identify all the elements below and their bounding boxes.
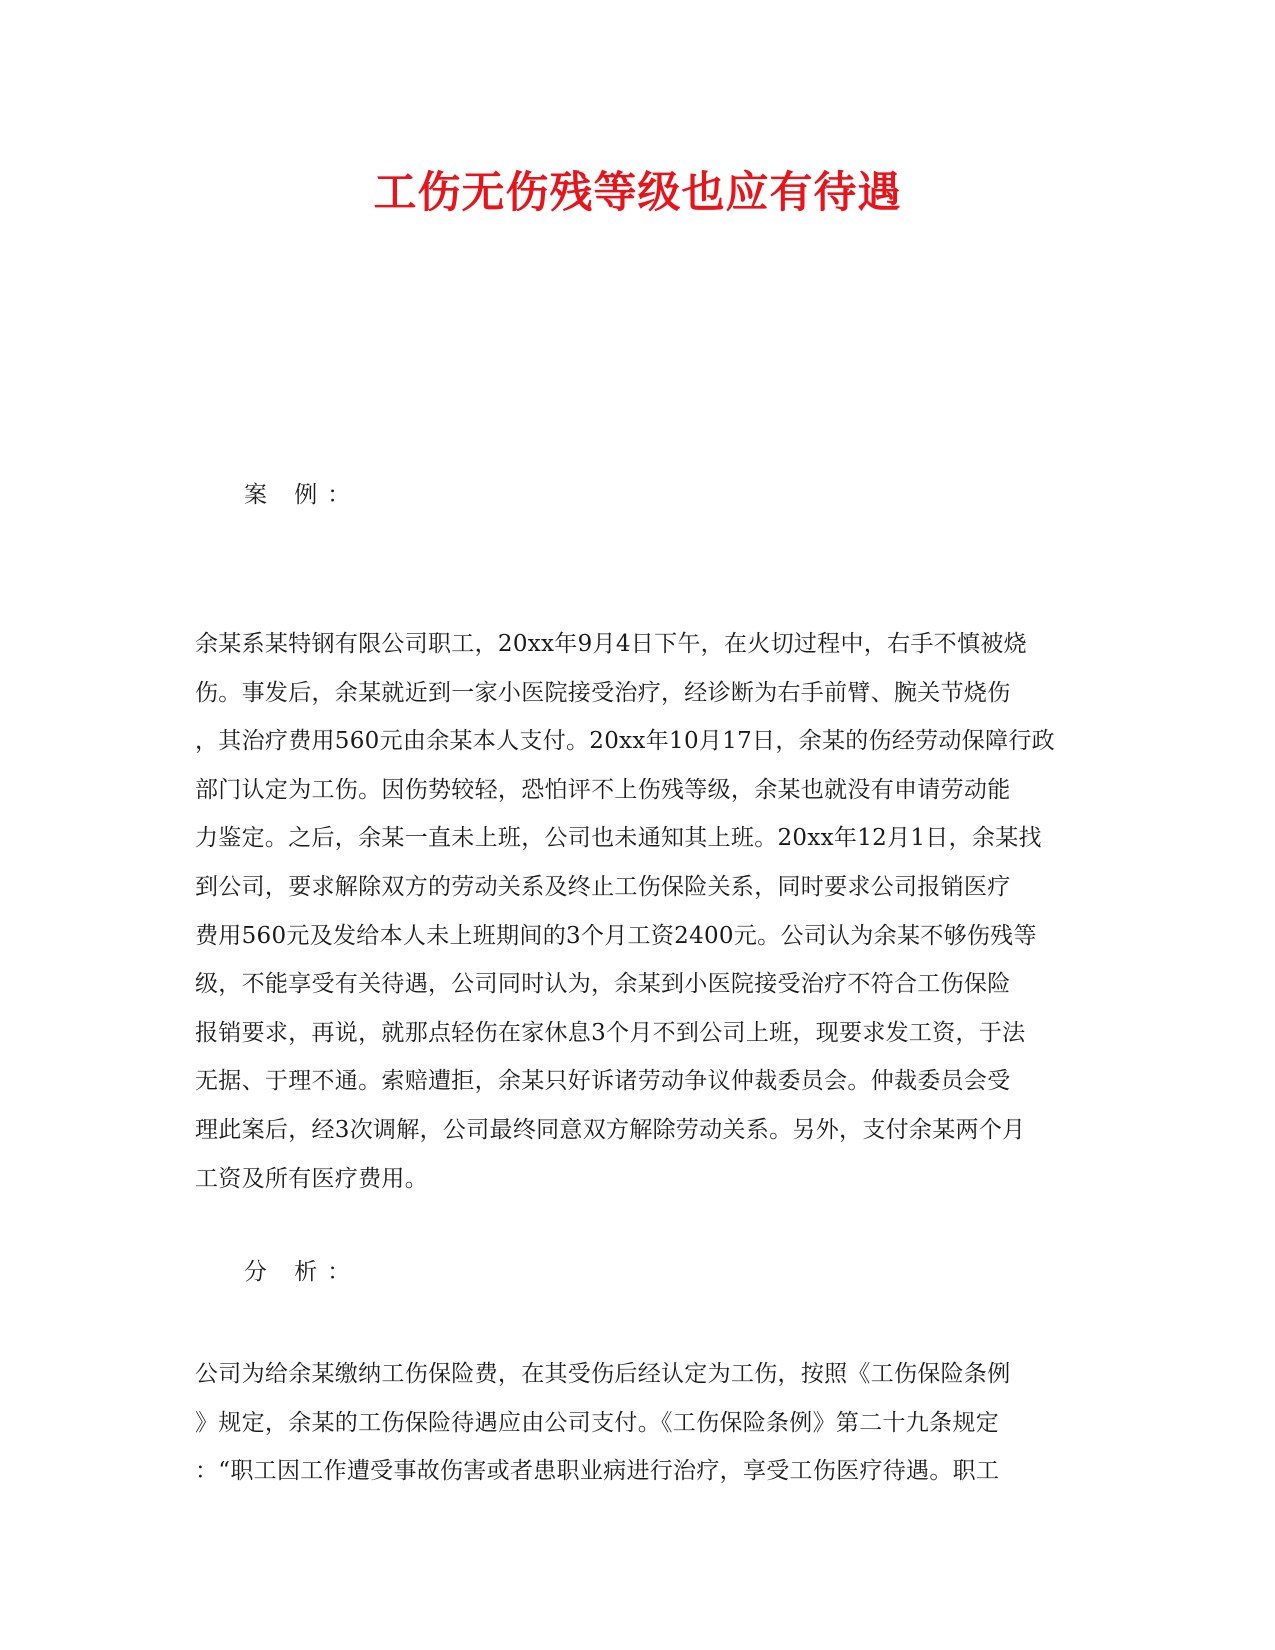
- paragraph-line: 》规定，余某的工伤保险待遇应由公司支付。《工伤保险条例》第二十九条规定: [195, 1409, 999, 1436]
- paragraph-line: 费用560元及发给本人未上班期间的3个月工资2400元。公司认为余某不够伤残等: [195, 922, 1037, 949]
- document-title: 工伤无伤残等级也应有待遇: [373, 168, 902, 218]
- paragraph-line: ，其治疗费用560元由余某本人支付。20xx年10月17日，余某的伤经劳动保障行政: [195, 728, 1055, 755]
- paragraph-line: 公司为给余某缴纳工伤保险费，在其受伤后经认定为工伤，按照《工伤保险条例: [195, 1361, 1011, 1387]
- paragraph-line: 工资及所有医疗费用。: [195, 1165, 428, 1192]
- paragraph-line: 部门认定为工伤。因伤势较轻，恐怕评不上伤残等级，余某也就没有申请劳动能: [195, 776, 1011, 803]
- paragraph-line: 余某系某特钢有限公司职工，20xx年9月4日下午，在火切过程中，右手不慎被烧: [195, 631, 1027, 657]
- paragraph-line: 级，不能享受有关待遇，公司同时认为，余某到小医院接受治疗不符合工伤保险: [195, 971, 1011, 998]
- case-heading: 案 例：: [244, 482, 361, 508]
- paragraph-line: 到公司，要求解除双方的劳动关系及终止工伤保险关系，同时要求公司报销医疗: [195, 873, 1011, 900]
- paragraph-line: 理此案后，经3次调解，公司最终同意双方解除劳动关系。另外，支付余某两个月: [195, 1116, 1026, 1143]
- paragraph-line: 报销要求，再说，就那点轻伤在家休息3个月不到公司上班，现要求发工资，于法: [195, 1019, 1026, 1046]
- case-paragraph: [195, 620, 1085, 1203]
- paragraph-line: ：“职工因工作遭受事故伤害或者患职业病进行治疗，享受工伤医疗待遇。职工: [195, 1458, 1000, 1485]
- paragraph-line: 无据、于理不通。索赔遭拒，余某只好诉诸劳动争议仲裁委员会。仲裁委员会受: [195, 1068, 1011, 1095]
- analysis-heading: 分 析：: [244, 1259, 361, 1285]
- analysis-paragraph: [195, 1350, 1085, 1496]
- paragraph-line: 伤。事发后，余某就近到一家小医院接受治疗，经诊断为右手前臂、腕关节烧伤: [195, 679, 1011, 706]
- paragraph-line: 力鉴定。之后，余某一直未上班，公司也未通知其上班。20xx年12月1日，余某找: [195, 825, 1042, 852]
